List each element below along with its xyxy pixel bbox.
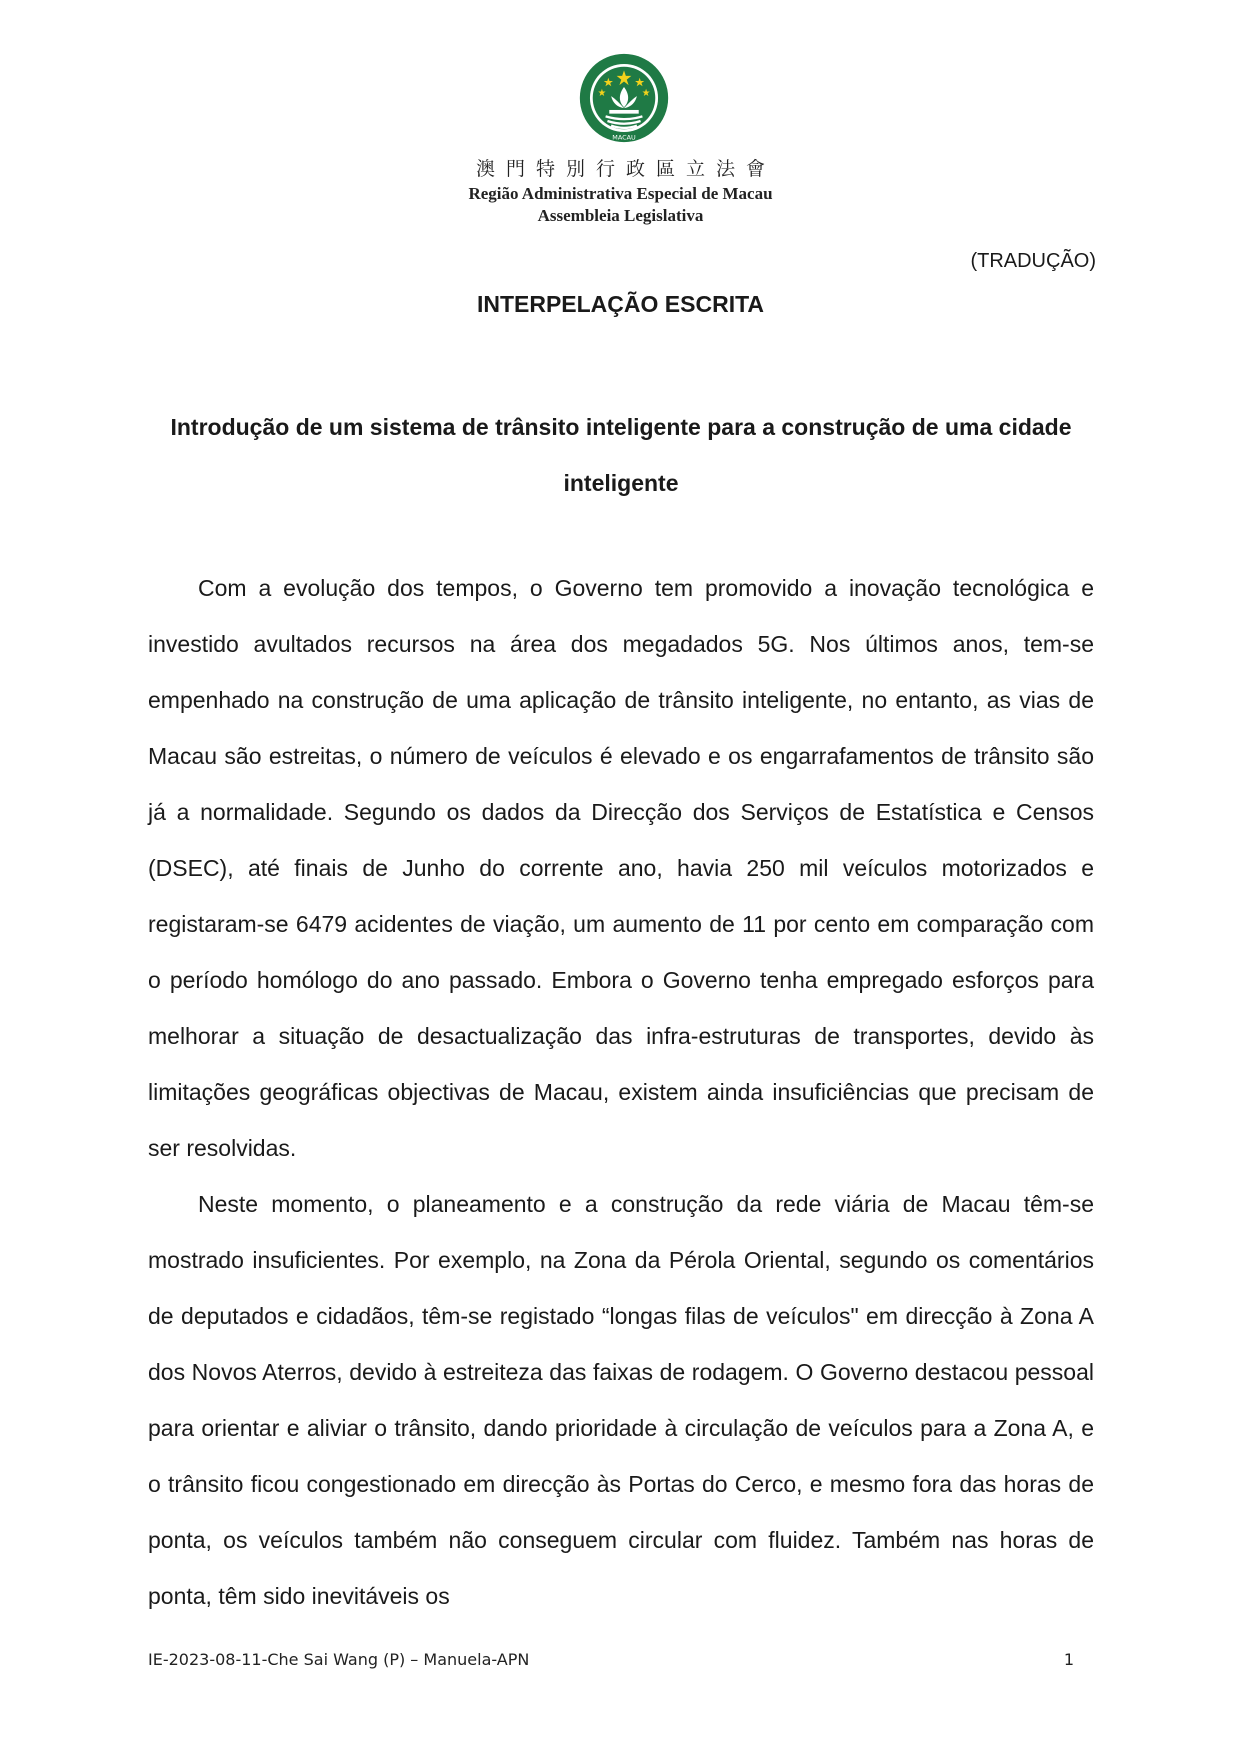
body-paragraph: Neste momento, o planeamento e a construção da rede viária de Macau têm-se mostrado insuficientes. Por exemplo, na Zona da Pérola Oriental, segundo os comentários de deputados e cidadãos, têm-se registado “longas filas de veículos" em direcção à Zona A dos Novos Aterros, devido à estreiteza das faixas de rodagem. O Governo destacou pessoal para orientar e aliviar o trânsito, dando prioridade à circulação de veículos para a Zona A, e o trânsito ficou congestionado em direcção às Portas do Cerco, e mesmo fora das horas de ponta, os veículos também não conseguem circular com fluidez. Também nas horas de ponta, têm sido inevitáveis os	[148, 1191, 1094, 1609]
footer-reference: IE-2023-08-11-Che Sai Wang (P) – Manuela-APN	[148, 1650, 530, 1669]
svg-text:MACAU: MACAU	[612, 133, 636, 142]
institution-name: Assembleia Legislativa	[537, 206, 704, 225]
translation-tag: (TRADUÇÃO)	[970, 250, 1096, 272]
subject-heading: Introdução de um sistema de trânsito inteligente para a construção de uma cidade inteligente	[170, 414, 1072, 496]
body-paragraph: Com a evolução dos tempos, o Governo tem promovido a inovação tecnológica e investido avultados recursos na área dos megadados 5G. Nos últimos anos, tem-se empenhado na construção de uma aplicação de trânsito inteligente, no entanto, as vias de Macau são estreitas, o número de veículos é elevado e os engarrafamentos de trânsito são já a normalidade. Segundo os dados da Direcção dos Serviços de Estatística e Censos (DSEC), até finais de Junho do corrente ano, havia 250 mil veículos motorizados e registaram-se 6479 acidentes de viação, um aumento de 11 por cento em comparação com o período homólogo do ano passado. Embora o Governo tenha empregado esforços para melhorar a situação de desactualização das infra-estruturas de transportes, devido às limitações geográficas objectivas de Macau, existem ainda insuficiências que precisam de ser resolvidas.	[148, 575, 1094, 1161]
region-name: Região Administrativa Especial de Macau	[468, 184, 773, 203]
macau-emblem	[578, 52, 670, 144]
document-body	[148, 560, 1094, 1624]
document-title: INTERPELAÇÃO ESCRITA	[476, 291, 765, 317]
macau-emblem-icon	[578, 52, 670, 144]
page-number: 1	[1063, 1650, 1074, 1669]
legislative-assembly-chinese-name: 澳門特別行政區立法會	[475, 158, 776, 180]
